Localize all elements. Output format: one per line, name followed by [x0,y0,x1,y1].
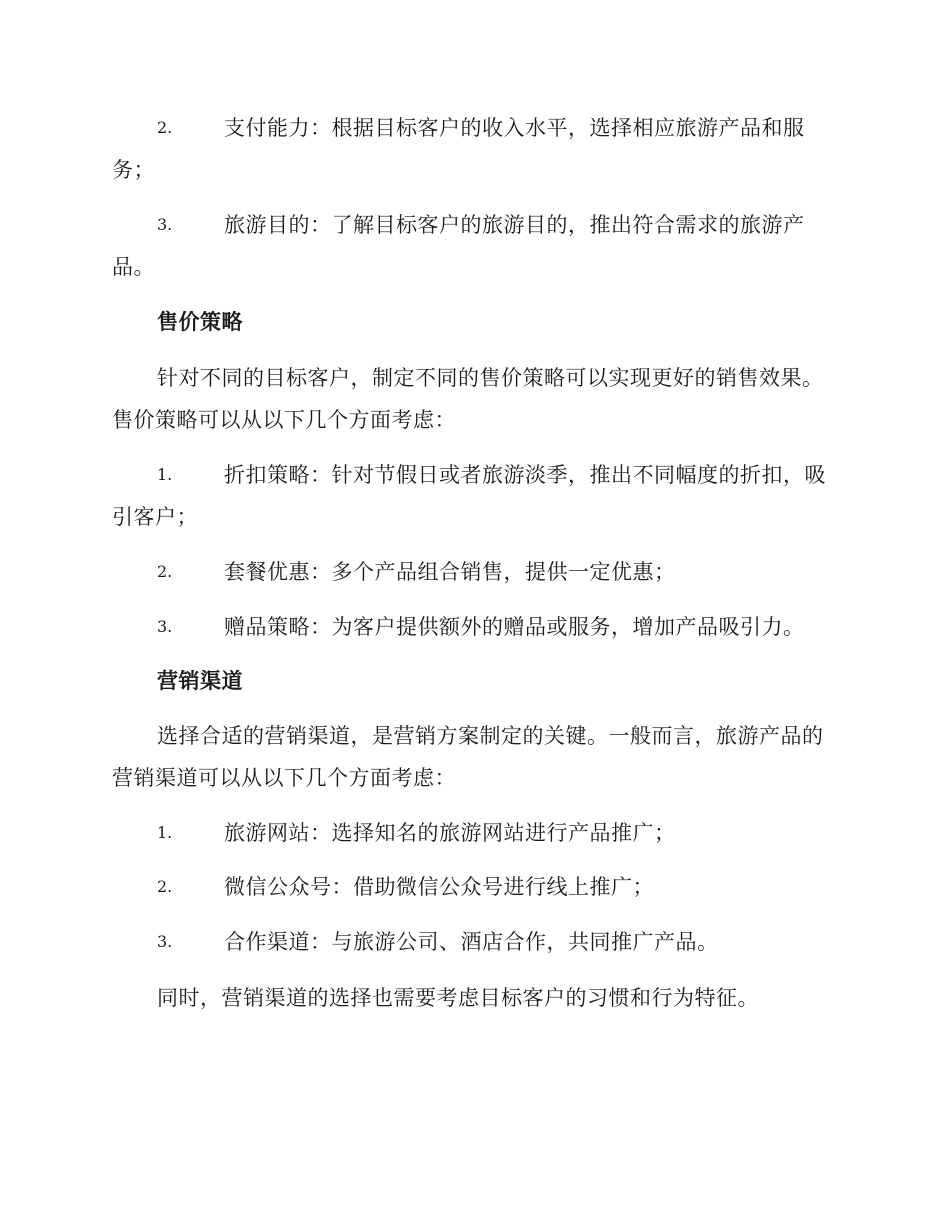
list-number: 3. [157,215,173,234]
paragraph-line: 售价策略可以从以下几个方面考虑： [112,408,456,432]
section-heading-pricing: 售价策略 [157,309,243,334]
list-item-text-continued: 务； [112,158,155,182]
paragraph-line: 营销渠道可以从以下几个方面考虑： [112,766,456,790]
section-heading-channels: 营销渠道 [157,668,243,693]
list-item-text: 赠品策略：为客户提供额外的赠品或服务，增加产品吸引力。 [224,615,805,639]
paragraph-line: 选择合适的营销渠道，是营销方案制定的关键。一般而言，旅游产品的 [157,724,824,748]
list-item-text: 旅游网站：选择知名的旅游网站进行产品推广； [224,821,676,845]
list-item-text: 合作渠道：与旅游公司、酒店合作，共同推广产品。 [224,930,719,954]
list-number: 3. [157,932,173,951]
list-item-text-continued: 品。 [112,255,155,279]
list-item-text: 微信公众号：借助微信公众号进行线上推广； [224,875,654,899]
list-item-text: 套餐优惠：多个产品组合销售，提供一定优惠； [224,560,676,584]
list-number: 2. [157,118,173,137]
list-item-text: 支付能力：根据目标客户的收入水平，选择相应旅游产品和服 [224,116,805,140]
paragraph-line: 针对不同的目标客户，制定不同的售价策略可以实现更好的销售效果。 [157,366,824,390]
paragraph-line: 同时，营销渠道的选择也需要考虑目标客户的习惯和行为特征。 [157,986,759,1010]
list-item-text: 折扣策略：针对节假日或者旅游淡季，推出不同幅度的折扣，吸 [224,463,826,487]
list-number: 3. [157,617,173,636]
list-item-text: 旅游目的：了解目标客户的旅游目的，推出符合需求的旅游产 [224,213,805,237]
list-item-text-continued: 引客户； [112,505,198,529]
list-number: 1. [157,823,173,842]
list-number: 2. [157,562,173,581]
list-number: 2. [157,877,173,896]
list-number: 1. [157,465,173,484]
